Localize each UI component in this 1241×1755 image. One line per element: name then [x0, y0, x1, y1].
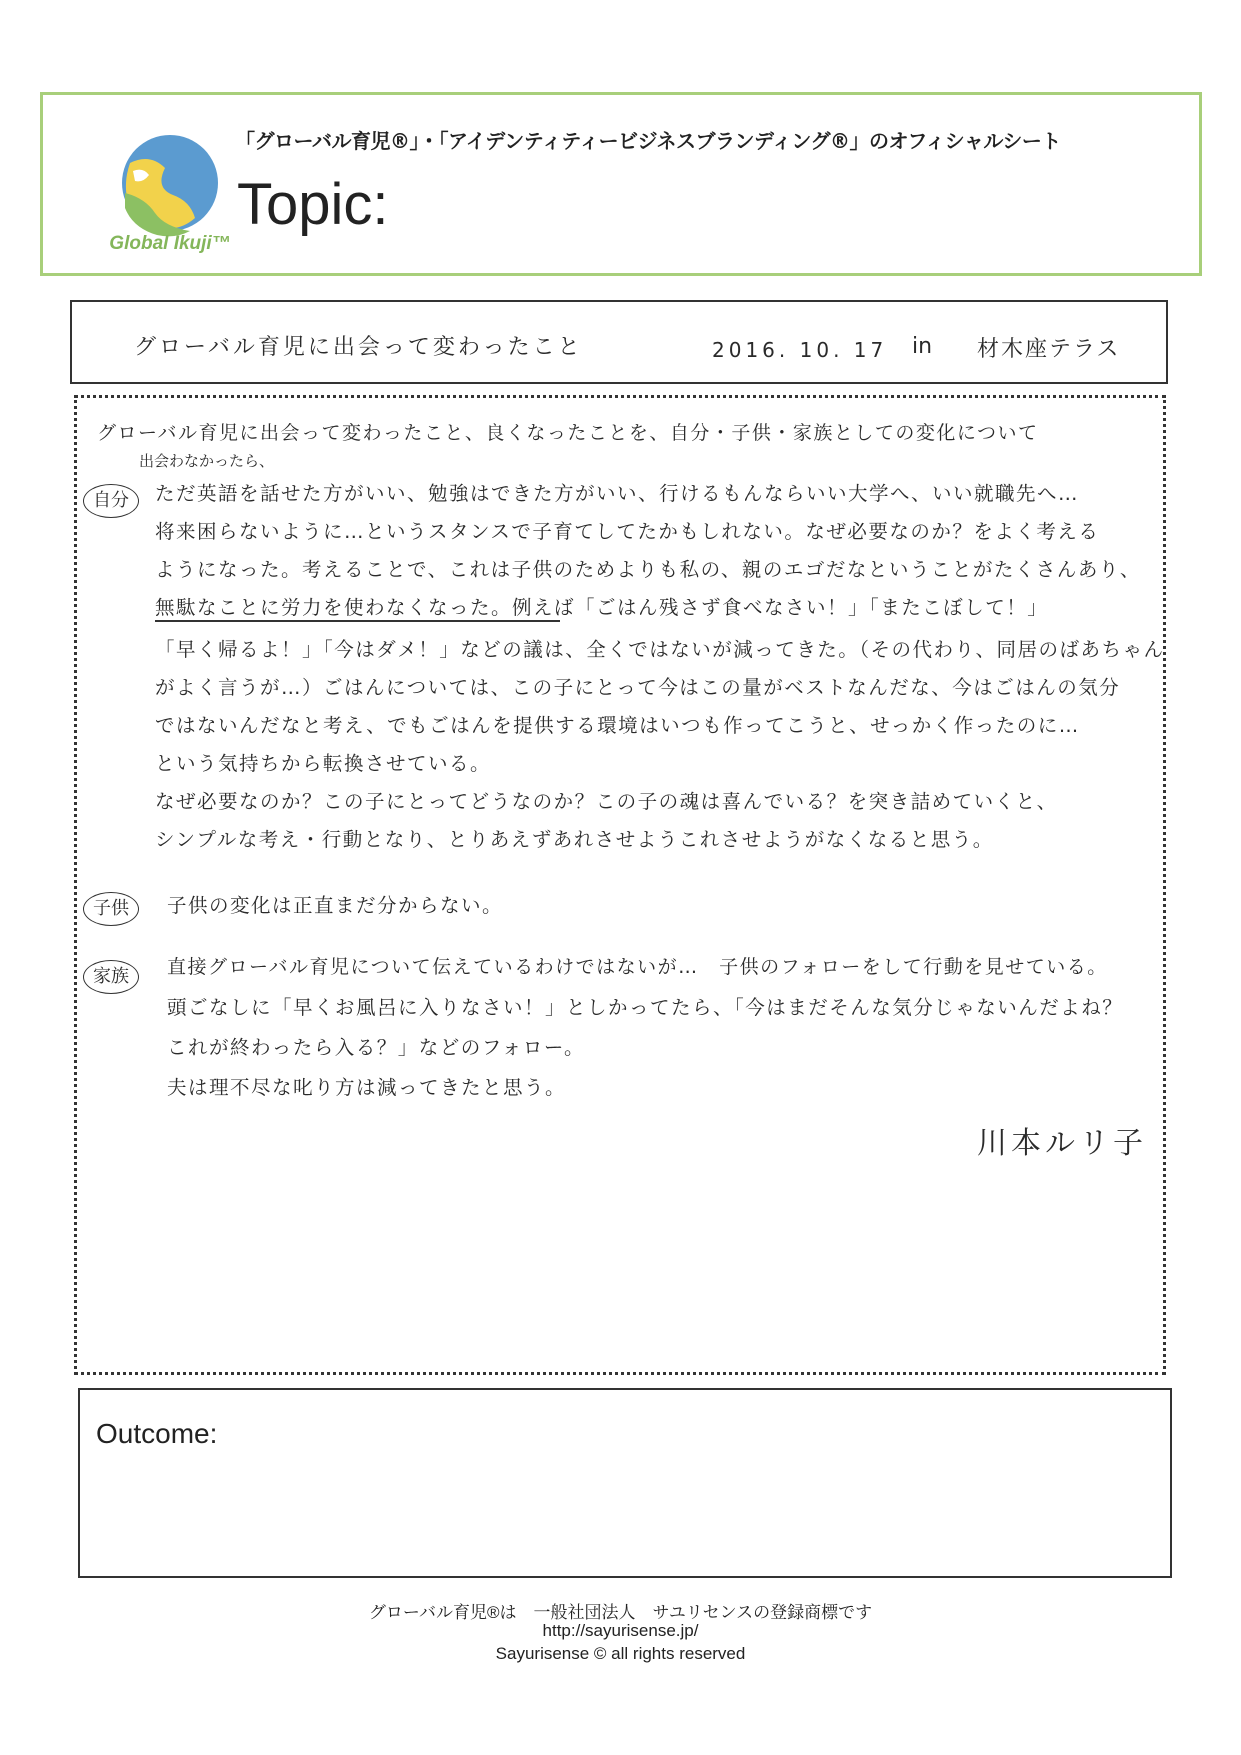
emphasis-underline: [155, 620, 560, 622]
family-line: これが終わったら入る？」などのフォロー。: [167, 1036, 586, 1059]
tag-child: 子供: [83, 892, 139, 926]
topic-place: 材木座テラス: [977, 337, 1121, 362]
child-line: 子供の変化は正直まだ分からない。: [167, 894, 504, 917]
header-box: [40, 92, 1202, 276]
self-line: シンプルな考え・行動となり、とりあえずあれさせようこれさせようがなくなると思う。: [155, 828, 994, 851]
self-line: という気持ちから転換させている。: [155, 752, 492, 775]
topic-date: 2016. 10. 17: [712, 338, 888, 362]
self-line: 「早く帰るよ！」「今はダメ！」などの議は、全くではないが減ってきた。（その代わり、同居のばあちゃん: [155, 638, 1165, 661]
tag-family: 家族: [83, 960, 139, 994]
outcome-box: [78, 1388, 1172, 1578]
footer-copyright: Sayurisense © all rights reserved: [495, 1644, 746, 1663]
outcome-label: Outcome:: [96, 1418, 218, 1449]
self-line: なぜ必要なのか？この子にとってどうなのか？この子の魂は喜んでいる？を突き詰めていくと、: [155, 790, 1058, 813]
topic-label: Topic:: [237, 172, 389, 237]
topic-title: グローバル育児に出会って変わったこと: [134, 335, 583, 360]
self-line: ではないんだなと考え、でもごはんを提供する環境はいつも作ってこうと、せっかく作ったのに…: [155, 714, 1080, 737]
intro-line: グローバル育児に出会って変わったこと、良くなったことを、自分・子供・家族としての変化について: [97, 422, 1039, 444]
content-box: [74, 395, 1166, 1375]
self-line: ようになった。考えることで、これは子供のためよりも私の、親のエゴだなということがたくさんあり、: [155, 558, 1141, 581]
footer-url: http://sayurisense.jp/: [542, 1621, 699, 1640]
tag-self: 自分: [83, 484, 139, 518]
self-line: 将来困らないように…というスタンスで子育てしてたかもしれない。なぜ必要なのか？をよく考える: [155, 520, 1100, 543]
logo-text: Global Ikuji™: [109, 233, 231, 254]
topic-box: [70, 300, 1168, 384]
family-line: 頭ごなしに「早くお風呂に入りなさい！」としかってたら、「今はまだそんな気分じゃないんだよね？: [167, 996, 1124, 1019]
footer-trademark: グローバル育児®は 一般社団法人 サユリセンスの登録商標です: [368, 1603, 873, 1622]
self-line: 無駄なことに労力を使わなくなった。例えば「ごはん残さず食べなさい！」「またこぼして！」: [155, 596, 1049, 619]
note-above: 出会わなかったら、: [139, 452, 275, 470]
sheet-title: 「グローバル育児®」・「アイデンティティービジネスブランディング®」のオフィシャルシート: [235, 129, 1061, 153]
topic-in: in: [912, 334, 933, 359]
family-line: 直接グローバル育児について伝えているわけではないが… 子供のフォローをして行動を見せている。: [167, 956, 1108, 978]
family-line: 夫は理不尽な叱り方は減ってきたと思う。: [167, 1076, 567, 1099]
signature: 川本ルリ子: [977, 1126, 1147, 1161]
self-line: がよく言うが…）ごはんについては、この子にとって今はこの量がベストなんだな、今はごはんの気分: [155, 676, 1121, 699]
self-line: ただ英語を話せた方がいい、勉強はできた方がいい、行けるもんならいい大学へ、いい就職先へ…: [155, 482, 1080, 505]
